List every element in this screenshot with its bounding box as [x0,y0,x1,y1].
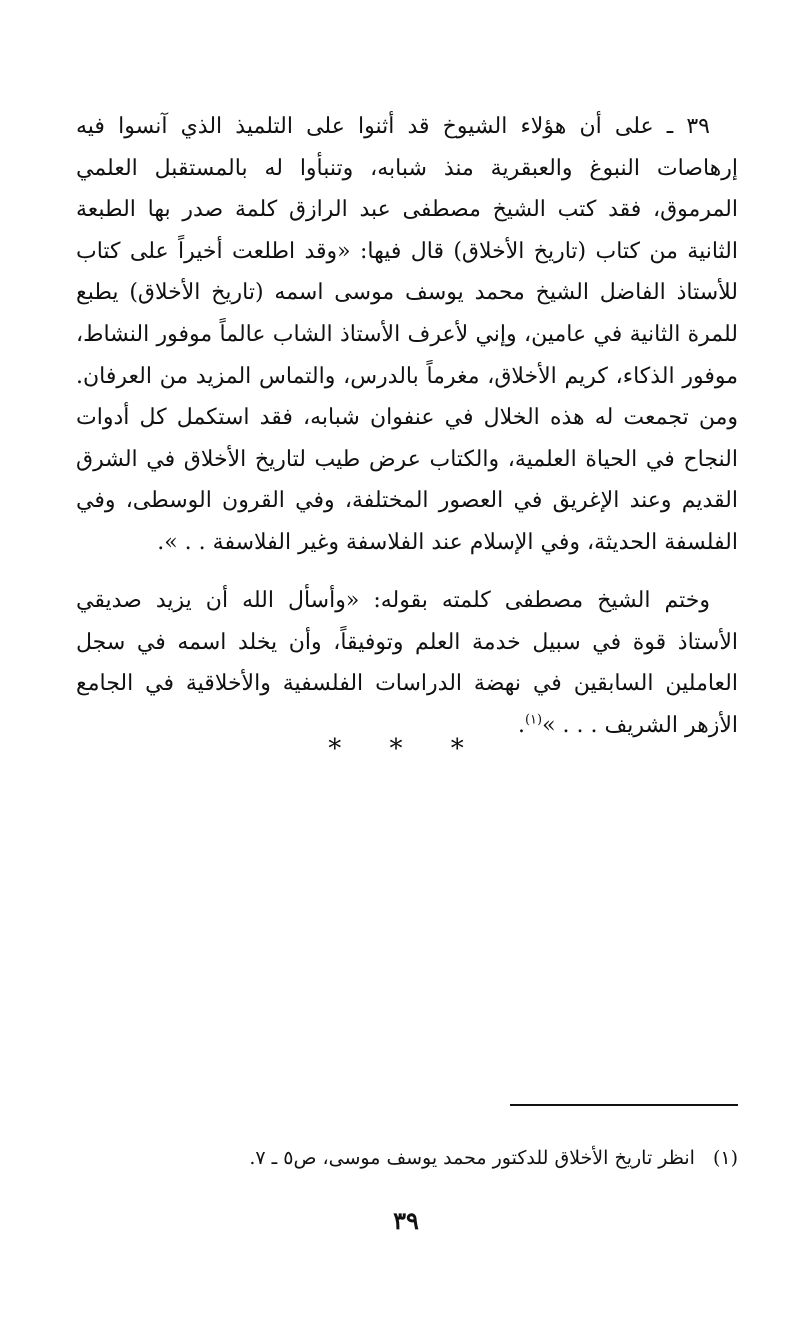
footnote-reference: (١) [524,712,543,728]
footnote [76,1143,738,1173]
footnote-text: انظر تاريخ الأخلاق للدكتور محمد يوسف موسى، ص٥ ـ ٧. [249,1147,695,1169]
paragraph-end-punctuation: . [517,712,525,738]
footnote-divider [510,1104,738,1106]
body-paragraph: ٣٩ ـ على أن هؤلاء الشيوخ قد أثنوا على التلميذ الذي آنسوا فيه إرهاصات النبوغ والعبقرية منذ شبابه، وتنبأوا له بالمستقبل العلمي المرموق، فقد كتب الشيخ مصطفى عبد الرازق كلمة صدر بها الطبعة الثانية من كتاب (تاريخ الأخلاق) قال فيها: «وقد اطلعت أخيراً على كتاب للأستاذ الفاضل الشيخ محمد يوسف موسى اسمه (تاريخ الأخلاق) يطبع للمرة الثانية في عامين، وإني لأعرف الأستاذ الشاب عالماً موفور النشاط، موفور الذكاء، كريم الأخلاق، مغرماً بالدرس، والتماس المزيد من العرفان. ومن تجمعت له هذه الخلال في عنفوان شبابه، فقد استكمل كل أدوات النجاح في الحياة العلمية، والكتاب عرض طيب لتاريخ الأخلاق في الشرق القديم وعند الإغريق في العصور المختلفة، وفي القرون الوسطى، وفي الفلسفة الحديثة، وفي الإسلام عند الفلاسفة وغير الفلاسفة . . ». [76,114,739,555]
paragraph-text: وختم الشيخ مصطفى كلمته بقوله: «وأسأل الله أن يزيد صديقي الأستاذ قوة في سبيل خدمة العلم وتوفيقاً، وأن يخلد اسمه في سجل العاملين السابقين في نهضة الدراسات الفلسفية والأخلاقية في الجامع الأزهر الشريف . . . » [76,588,738,738]
body-paragraph [76,580,738,746]
footnote-marker: (١) [712,1147,738,1169]
section-separator: * * * [328,734,484,764]
page-number: ٣٩ [393,1206,419,1235]
